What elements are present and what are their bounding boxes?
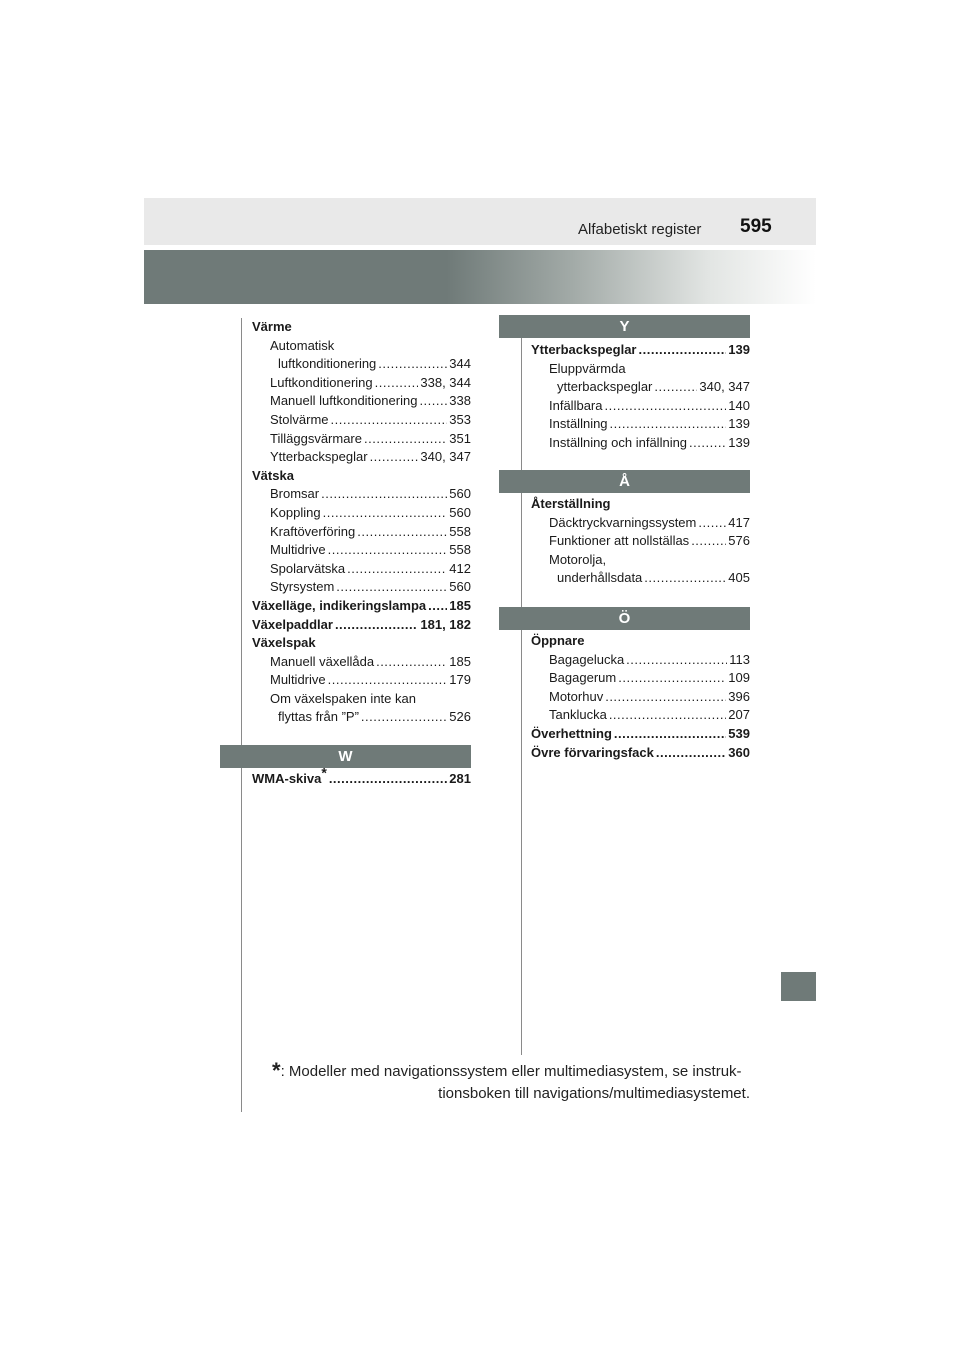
index-entry: Manuell växellåda ..... 185 [252,653,471,672]
index-entry: Koppling ..... 560 [252,504,471,523]
index-entry: Bagagelucka ..... 113 [531,651,750,670]
index-entry: Bagagerum ..... 109 [531,669,750,688]
index-entry: Inställning ..... 139 [531,415,750,434]
index-entry: Multidrive ..... 179 [252,671,471,690]
index-entry: Funktioner att nollställas ..... 576 [531,532,750,551]
index-entry: Kraftöverföring ..... 558 [252,523,471,542]
section-ouml-entries [531,632,750,762]
index-entry: Ytterbackspeglar ..... 139 [531,341,750,360]
index-entry: Växelpaddlar ..... 181, 182 [252,616,471,635]
section-y-entries [531,341,750,453]
index-entry: WMA-skiva* ..... 281 [252,770,471,789]
index-entry: Multidrive ..... 558 [252,541,471,560]
index-entry: Växelspak [252,635,316,651]
index-entry: Tanklucka ..... 207 [531,706,750,725]
chapter-tab [781,972,816,1001]
header-band [144,198,816,245]
index-entry: Om växelspaken inte kan [270,690,416,706]
index-entry: Växelläge, indikeringslampa ..... 185 [252,597,471,616]
header-title: Alfabetiskt register [578,221,702,238]
index-entry: Motorhuv ..... 396 [531,688,750,707]
index-entry: Stolvärme ..... 353 [252,411,471,430]
index-entry: Värme [252,319,292,334]
section-aring-entries [531,495,750,588]
index-entry: Automatisk [270,337,335,353]
index-entry: Luftkonditionering ..... 338, 344 [252,374,471,393]
index-entry: Ytterbackspeglar ..... 340, 347 [252,448,471,467]
index-entry: Återställning [531,496,611,511]
section-letter-ouml: Ö [499,607,750,630]
index-entry: Öppnare [531,633,585,648]
index-entry: Motorolja, [549,551,607,567]
center-vertical-rule [521,318,522,1055]
section-letter-w: W [220,745,471,768]
section-letter-y: Y [499,315,750,338]
index-entry: ytterbackspeglar ..... 340, 347 [531,378,750,397]
index-entry: flyttas från ”P” ..... 526 [252,708,471,727]
index-entry: Eluppvärmda [549,360,626,376]
index-column-left [252,318,471,727]
index-entry: Infällbara ..... 140 [531,397,750,416]
index-entry: Manuell luftkonditionering ..... 338 [252,392,471,411]
index-entry: Spolarvätska ..... 412 [252,560,471,579]
index-entry: Övre förvaringsfack ..... 360 [531,744,750,763]
section-letter-aring: Å [499,470,750,493]
page-number: 595 [740,216,772,237]
index-entry: Däcktryckvarningssystem ..... 417 [531,514,750,533]
index-entry: Vätska [252,467,294,483]
index-entry: Inställning och infällning ..... 139 [531,434,750,453]
header-gradient-band [144,250,816,304]
section-w-entries [252,764,471,789]
index-entry: Tilläggsvärmare ..... 351 [252,430,471,449]
left-vertical-rule [241,318,242,1112]
index-entry: Bromsar ..... 560 [252,485,471,504]
index-entry: Styrsystem ..... 560 [252,578,471,597]
index-entry: luftkonditionering ..... 344 [252,355,471,374]
footnote: *: Modeller med navigationssystem eller multimediasystem, se instruk- tionsboken till navigations/multimediasystemet. [272,1058,750,1102]
index-entry: underhållsdata ..... 405 [531,569,750,588]
index-entry: Överhettning ..... 539 [531,725,750,744]
